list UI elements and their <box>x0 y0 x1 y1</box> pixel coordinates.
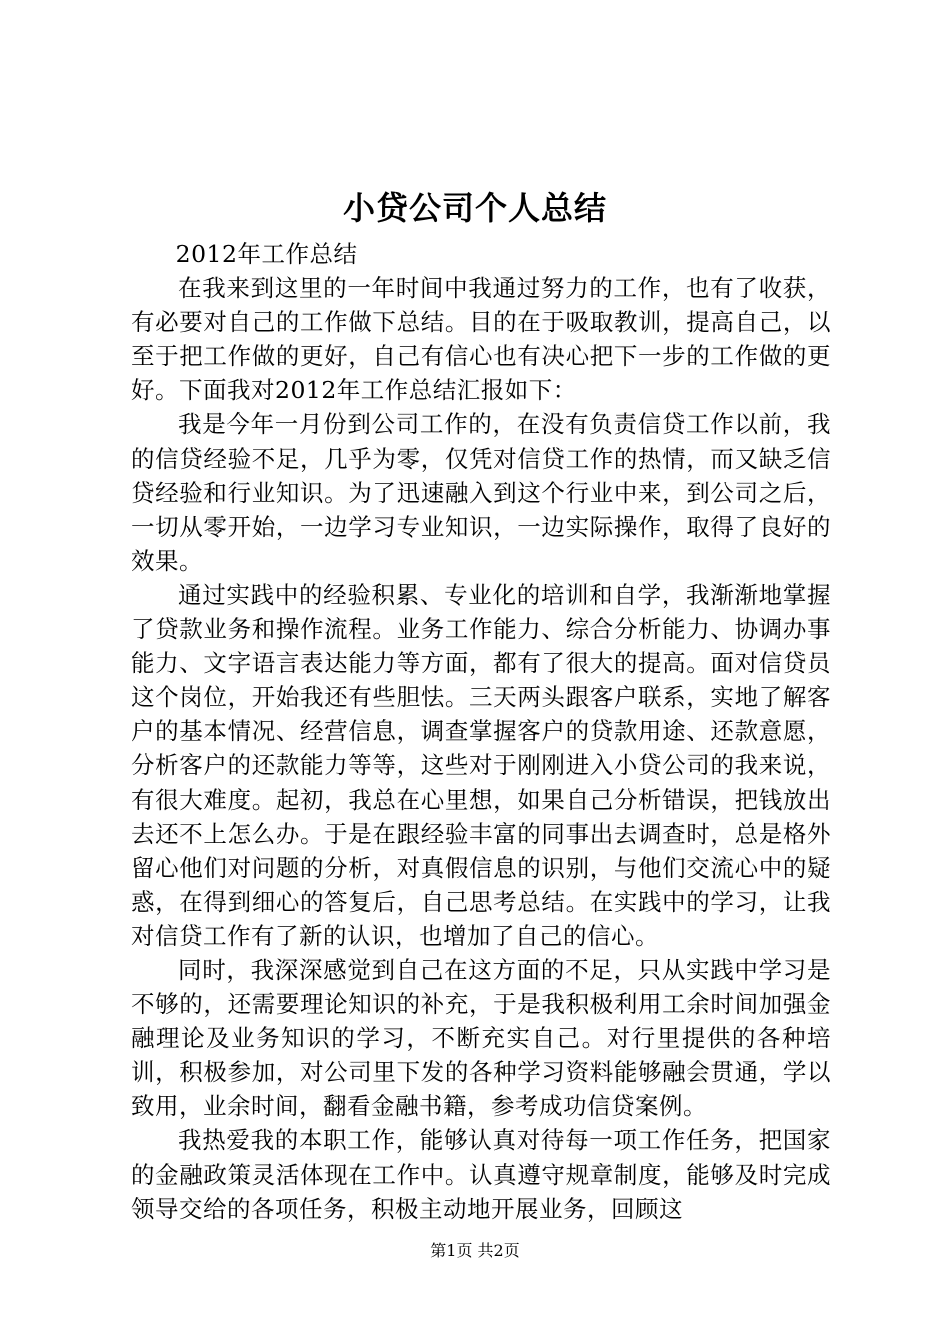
page-number: 第1页 共2页 <box>430 1241 520 1260</box>
paragraph-study: 同时，我深深感觉到自己在这方面的不足，只从实践中学习是不够的，还需要理论知识的补充，于是我积极利用工余时间加强金融理论及业务知识的学习，不断充实自己。对行里提供的各种培训，积极参加，对公司里下发的各种学习资料能够融会贯通，学以致用，业余时间，翻看金融书籍，参考成功信贷案例。 <box>131 955 831 1121</box>
document-subtitle: 2012年工作总结 <box>175 240 358 268</box>
paragraph-intro: 在我来到这里的一年时间中我通过努力的工作，也有了收获，有必要对自己的工作做下总结。目的在于吸取教训，提高自己，以至于把工作做的更好，自己有信心也有决心把下一步的工作做的更好。下面我对2012年工作总结汇报如下： <box>131 274 831 405</box>
paragraph-start: 我是今年一月份到公司工作的，在没有负责信贷工作以前，我的信贷经验不足，几乎为零，仅凭对信贷工作的热情，而又缺乏信贷经验和行业知识。为了迅速融入到这个行业中来，到公司之后，一切从零开始，一边学习专业知识，一边实际操作，取得了良好的效果。 <box>131 410 831 575</box>
document-body <box>131 237 831 1226</box>
document-title: 小贷公司个人总结 <box>342 189 607 227</box>
paragraph-duty: 我热爱我的本职工作，能够认真对待每一项工作任务，把国家的金融政策灵活体现在工作中。认真遵守规章制度，能够及时完成领导交给的各项任务，积极主动地开展业务，回顾这 <box>131 1126 831 1223</box>
paragraph-practice: 通过实践中的经验积累、专业化的培训和自学，我渐渐地掌握了贷款业务和操作流程。业务工作能力、综合分析能力、协调办事能力、文字语言表达能力等方面，都有了很大的提高。面对信贷员这个岗位，开始我还有些胆怯。三天两头跟客户联系，实地了解客户的基本情况、经营信息，调查掌握客户的贷款用途、还款意愿，分析客户的还款能力等等，这些对于刚刚进入小贷公司的我来说，有很大难度。起初，我总在心里想，如果自己分析错误，把钱放出去还不上怎么办。于是在跟经验丰富的同事出去调查时，总是格外留心他们对问题的分析，对真假信息的识别，与他们交流心中的疑惑，在得到细心的答复后，自己思考总结。在实践中的学习，让我对信贷工作有了新的认识，也增加了自己的信心。 <box>131 580 831 950</box>
